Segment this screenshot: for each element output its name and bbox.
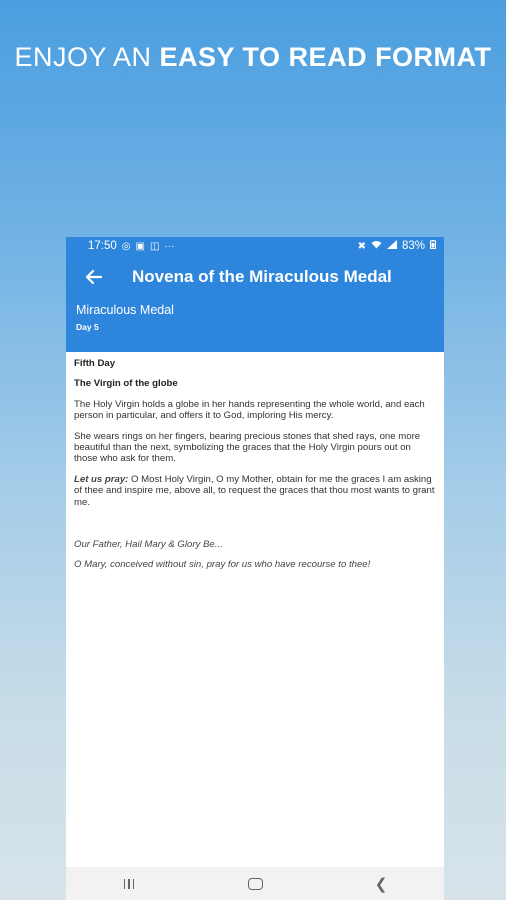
message-icon: ▣ [135,240,145,252]
paragraph-2: She wears rings on her fingers, bearing precious stones that shed rays, one more beautiful than the next, symbolizing the graces that the Holy Virgin pours out on those who ask for them. [74,430,421,465]
status-bar [66,237,444,255]
wifi-icon [371,240,382,252]
paragraph-1: The Holy Virgin holds a globe in her hands representing the whole world, and each person in particular, and offers it to God, imploring His mercy. [74,398,425,422]
home-button[interactable] [225,867,285,900]
day-label: Day 5 [76,322,99,332]
battery-icon [430,240,436,252]
chat-icon: ◎ [121,240,131,252]
more-dots-icon: ··· [164,240,175,252]
day-heading: Fifth Day [74,358,116,369]
prayer-label: Let us pray: [74,473,129,485]
prayer-text: O Most Holy Virgin, O my Mother, obtain for me the graces I am asking of thee and inspire me, above all, to request the graces that thou most wants to grant me. [74,473,435,508]
battery-percent: 83% [401,240,425,252]
status-time: 17:50 [88,240,117,252]
system-back-button[interactable] [351,867,411,900]
section-heading: The Virgin of the globe [74,378,178,390]
system-nav-bar [66,867,444,900]
back-arrow-icon [86,270,102,284]
home-icon [248,878,263,890]
closing-prayers: Our Father, Hail Mary & Glory Be... [74,539,223,551]
page-title: Novena of the Miraculous Medal [132,267,392,286]
promo-headline-bold: EASY TO READ FORMAT [159,42,492,72]
back-button[interactable] [70,255,118,299]
signal-icon [387,240,397,252]
recent-apps-button[interactable] [99,867,159,900]
promo-headline [0,42,506,73]
closing-invocation: O Mary, conceived without sin, pray for us who have recourse to thee! [74,559,371,571]
novena-content [66,352,444,571]
mute-icon: ✖ [357,240,366,252]
app-bar [66,255,444,352]
chevron-left-icon: ❮ [374,875,388,893]
phone-screen [66,237,444,900]
page-subtitle: Miraculous Medal [76,303,174,317]
recent-apps-icon [124,879,135,889]
promo-headline-light: ENJOY AN [14,42,160,72]
photo-icon: ◫ [149,240,160,252]
prayer-paragraph [74,474,436,508]
